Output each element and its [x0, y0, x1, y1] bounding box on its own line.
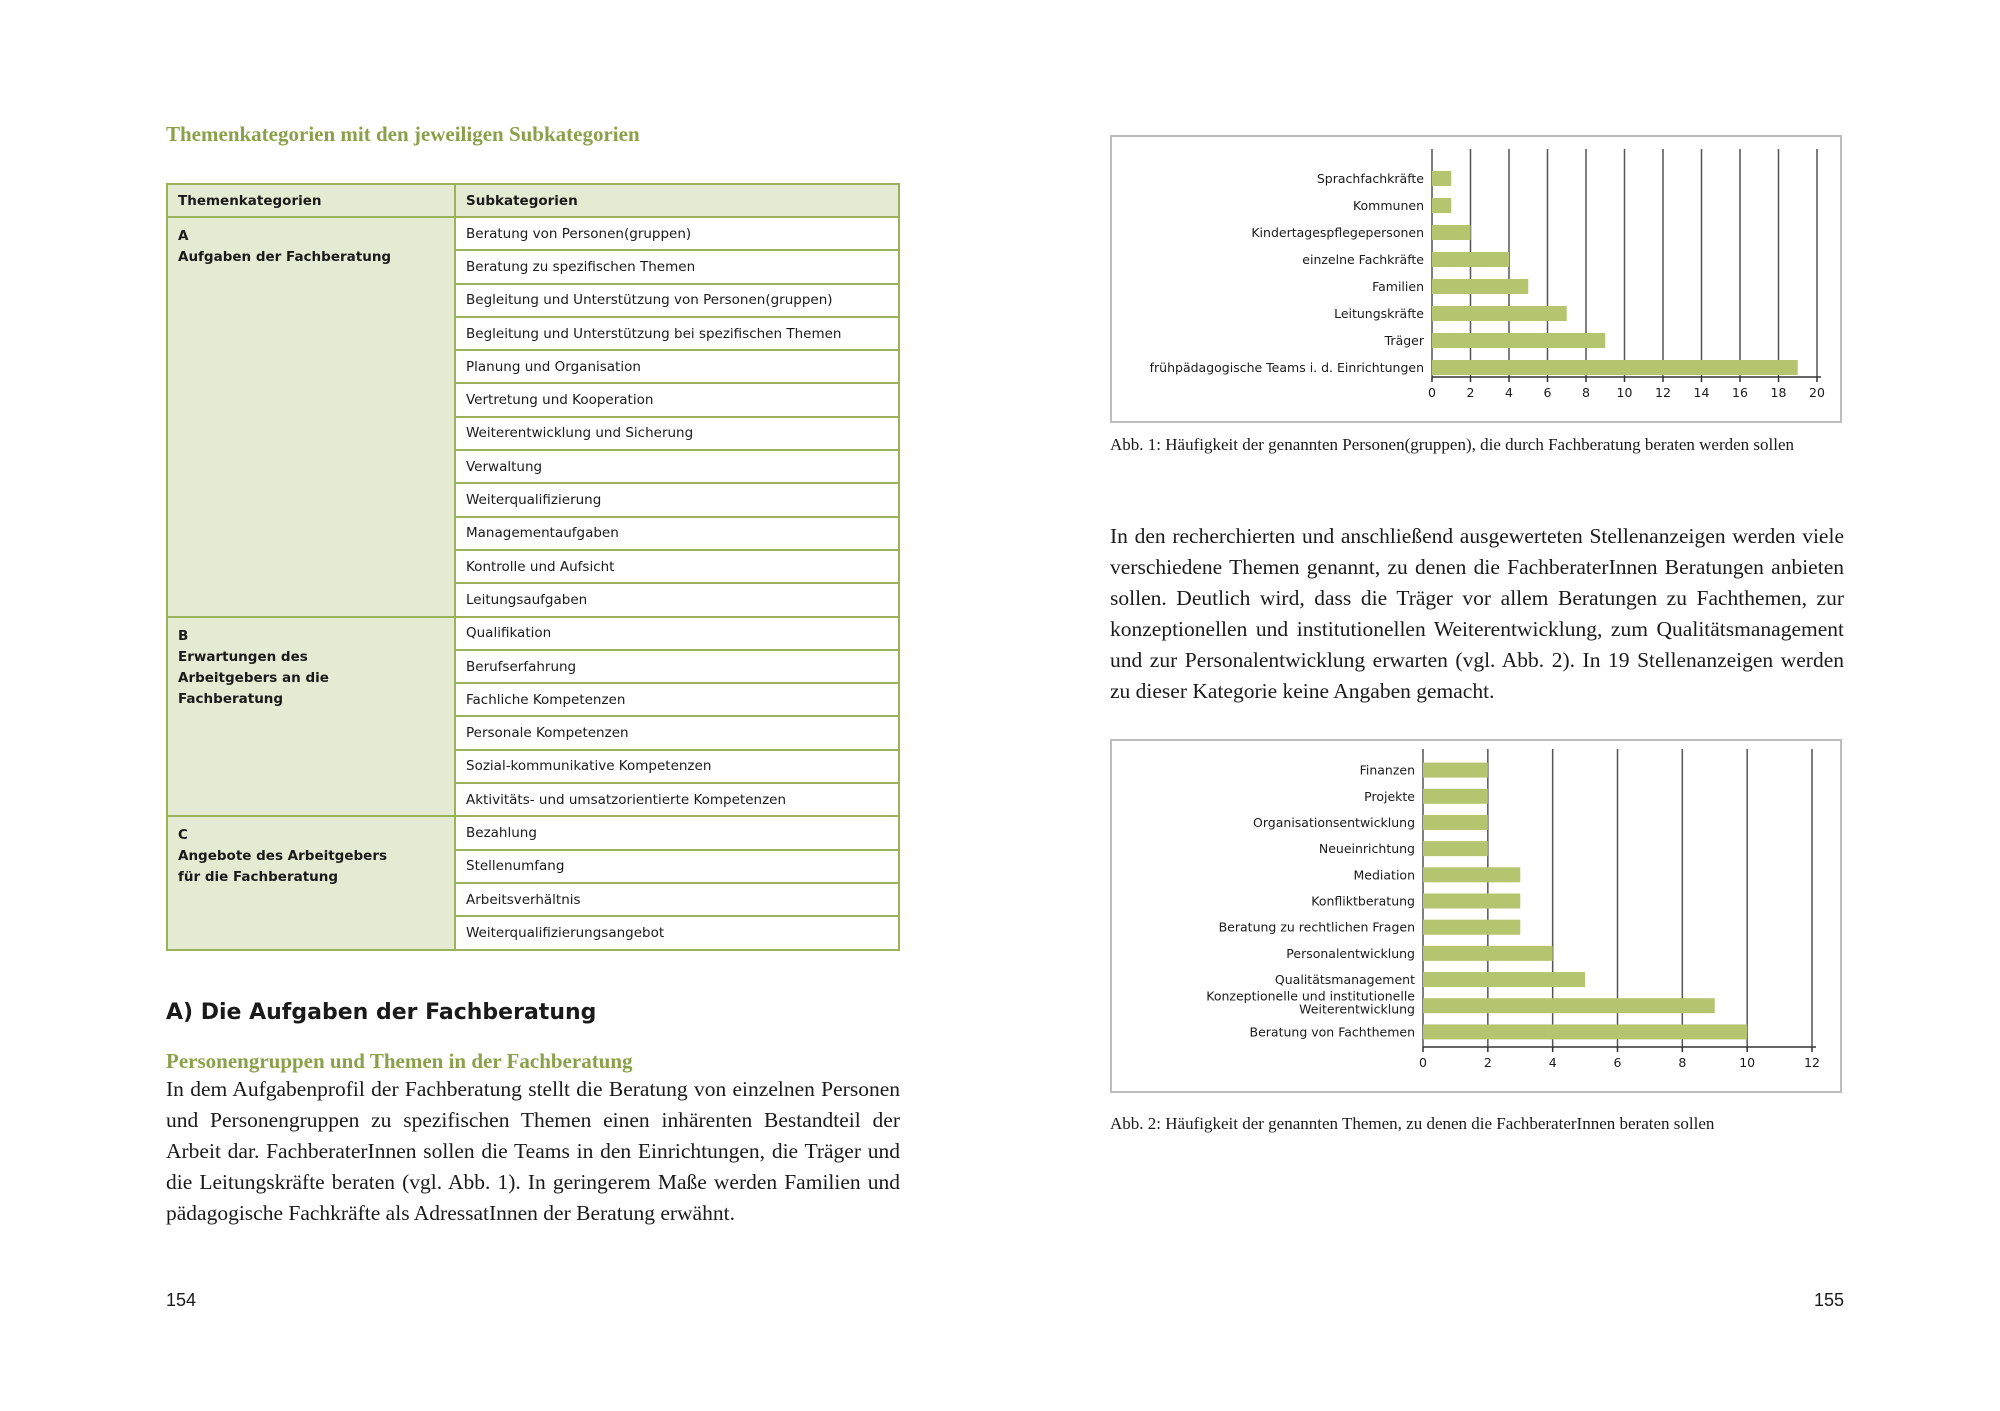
- subsection-heading: Personengruppen und Themen in der Fachberatung: [166, 1049, 633, 1073]
- category-label: Konfliktberatung: [1311, 893, 1415, 909]
- x-tick-label: 2: [1466, 385, 1475, 400]
- subcategory-cell: Managementaufgaben: [455, 517, 899, 550]
- subcategory-cell: Aktivitäts- und umsatzorientierte Kompetenzen: [455, 783, 899, 816]
- category-label: Beratung von Fachthemen: [1249, 1024, 1415, 1040]
- category-label: Neueinrichtung: [1318, 841, 1415, 857]
- caption-abb2: Abb. 2: Häufigkeit der genannten Themen, zu denen die FachberaterInnen beraten sollen: [1110, 1114, 1715, 1133]
- category-label: Organisationsentwicklung: [1253, 814, 1415, 830]
- subcategory-cell: Begleitung und Unterstützung von Personen(gruppen): [455, 284, 899, 317]
- x-tick-label: 0: [1419, 1055, 1427, 1070]
- category-label: einzelne Fachkräfte: [1302, 252, 1424, 267]
- chart-personen: [1112, 137, 1840, 421]
- bar: [1432, 333, 1605, 348]
- page-number-left: 154: [166, 1290, 197, 1310]
- left-paragraph: In dem Aufgabenprofil der Fachberatung stellt die Beratung von einzelnen Personen und Personengruppen zu spezifischen Themen einen inhärenten Bestandteil der Arbeit dar. FachberaterInnen sollen die Teams in den Einrichtungen, die Träger und die Leitungskräfte beraten (vgl. Abb. 1). In geringerem Maße werden Familien und pädagogische Fachkräfte als AdressatInnen der Beratung erwähnt.: [166, 1077, 900, 1225]
- subcategory-cell: Verwaltung: [455, 450, 899, 483]
- bar: [1432, 252, 1509, 267]
- category-letter: A: [178, 228, 189, 244]
- table-row: [167, 617, 899, 650]
- chart-themen-box: [1110, 739, 1842, 1093]
- x-tick-label: 2: [1483, 1055, 1492, 1070]
- subcategory-cell: Berufserfahrung: [455, 650, 899, 683]
- bar: [1432, 279, 1528, 294]
- bar: [1423, 789, 1488, 804]
- category-cell: [167, 217, 455, 617]
- x-tick-label: 6: [1613, 1055, 1622, 1070]
- x-tick-label: 10: [1616, 385, 1633, 400]
- bar: [1423, 763, 1488, 778]
- bar: [1423, 841, 1488, 856]
- category-cell: [167, 816, 455, 949]
- bar: [1423, 946, 1553, 961]
- table-heading: Themenkategorien mit den jeweiligen Subkategorien: [166, 122, 640, 146]
- bar: [1432, 171, 1451, 186]
- subcategory-cell: Sozial-kommunikative Kompetenzen: [455, 750, 899, 783]
- bar: [1432, 225, 1471, 240]
- x-tick-label: 16: [1732, 385, 1748, 400]
- bar: [1423, 815, 1488, 830]
- bar: [1423, 894, 1520, 909]
- category-label: Konzeptionelle und institutionelle Weiterentwicklung: [1206, 988, 1415, 1017]
- x-tick-label: 20: [1809, 385, 1825, 400]
- header-subkategorien: Subkategorien: [455, 184, 899, 217]
- x-tick-label: 6: [1543, 385, 1552, 400]
- table-row: [167, 816, 899, 849]
- subcategory-cell: Beratung von Personen(gruppen): [455, 217, 899, 250]
- subcategory-cell: Qualifikation: [455, 617, 899, 650]
- chart-themen: [1112, 741, 1840, 1091]
- x-tick-label: 10: [1739, 1055, 1756, 1070]
- category-label: Träger: [1384, 333, 1424, 348]
- category-label: Sprachfachkräfte: [1316, 171, 1424, 186]
- subcategory-cell: Bezahlung: [455, 816, 899, 849]
- category-label: Personalentwicklung: [1286, 945, 1415, 961]
- category-title: Aufgaben der Fachberatung: [178, 249, 392, 265]
- header-themenkategorien: Themenkategorien: [167, 184, 455, 217]
- x-tick-label: 8: [1678, 1055, 1687, 1070]
- x-tick-label: 12: [1804, 1055, 1820, 1070]
- category-cell: [167, 617, 455, 817]
- bar: [1423, 998, 1715, 1013]
- subcategory-cell: Personale Kompetenzen: [455, 716, 899, 749]
- right-paragraph: In den recherchierten und anschließend ausgewerteten Stellenanzeigen werden viele verschiedene Themen genannt, zu denen die FachberaterInnen Beratungen anbieten sollen. Deutlich wird, dass die Träger vor allem Beratungen zu Fachthemen, zur konzeptionellen und institutionellen Weiterentwicklung, zum Qualitätsmanagement und zur Personalentwicklung erwarten (vgl. Abb. 2). In 19 Stellenanzeigen werden zu dieser Kategorie keine Angaben gemacht.: [1110, 524, 1844, 703]
- category-label: Finanzen: [1359, 762, 1415, 778]
- x-tick-label: 14: [1693, 385, 1710, 400]
- bar: [1423, 972, 1585, 987]
- category-label: Beratung zu rechtlichen Fragen: [1218, 919, 1415, 935]
- category-table: [166, 183, 900, 951]
- table-header-row: [167, 184, 899, 217]
- category-label: frühpädagogische Teams i. d. Einrichtungen: [1149, 360, 1424, 375]
- subcategory-cell: Arbeitsverhältnis: [455, 883, 899, 916]
- chart-personen-box: [1110, 135, 1842, 423]
- subcategory-cell: Kontrolle und Aufsicht: [455, 550, 899, 583]
- category-letter: C: [178, 827, 188, 844]
- category-label: Qualitätsmanagement: [1274, 972, 1415, 988]
- subcategory-cell: Beratung zu spezifischen Themen: [455, 250, 899, 283]
- subcategory-cell: Weiterqualifizierungsangebot: [455, 916, 899, 949]
- category-letter: B: [178, 627, 189, 644]
- x-tick-label: 8: [1582, 385, 1590, 400]
- category-label: Kommunen: [1352, 198, 1424, 213]
- subcategory-cell: Weiterentwicklung und Sicherung: [455, 417, 899, 450]
- bar: [1423, 1024, 1747, 1039]
- subcategory-cell: Weiterqualifizierung: [455, 483, 899, 516]
- subcategory-cell: Stellenumfang: [455, 850, 899, 883]
- category-label: Mediation: [1353, 867, 1415, 883]
- bar: [1432, 360, 1798, 375]
- category-title: Erwartungen des Arbeitgebers an die Fachberatung: [178, 648, 329, 707]
- category-label: Projekte: [1364, 788, 1415, 804]
- subcategory-cell: Begleitung und Unterstützung bei spezifischen Themen: [455, 317, 899, 350]
- x-tick-label: 4: [1548, 1055, 1557, 1070]
- bar: [1423, 867, 1520, 882]
- category-label: Familien: [1372, 279, 1424, 294]
- bar: [1432, 306, 1567, 321]
- x-tick-label: 0: [1428, 385, 1436, 400]
- subcategory-cell: Vertretung und Kooperation: [455, 383, 899, 416]
- page-number-right: 155: [1814, 1290, 1845, 1310]
- x-tick-label: 4: [1505, 385, 1513, 400]
- x-tick-label: 12: [1655, 385, 1671, 400]
- caption-abb1: Abb. 1: Häufigkeit der genannten Personen(gruppen), die durch Fachberatung beraten werden sollen: [1110, 435, 1795, 454]
- category-label: Kindertagespflegepersonen: [1251, 225, 1424, 240]
- bar: [1432, 198, 1451, 213]
- subcategory-cell: Leitungsaufgaben: [455, 583, 899, 616]
- subcategory-cell: Fachliche Kompetenzen: [455, 683, 899, 716]
- category-title: Angebote des Arbeitgebers für die Fachberatung: [178, 848, 388, 886]
- bar: [1423, 920, 1520, 935]
- section-heading: A) Die Aufgaben der Fachberatung: [166, 1000, 597, 1025]
- table-row: [167, 217, 899, 250]
- category-label: Leitungskräfte: [1334, 306, 1424, 321]
- subcategory-cell: Planung und Organisation: [455, 350, 899, 383]
- x-tick-label: 18: [1770, 385, 1787, 400]
